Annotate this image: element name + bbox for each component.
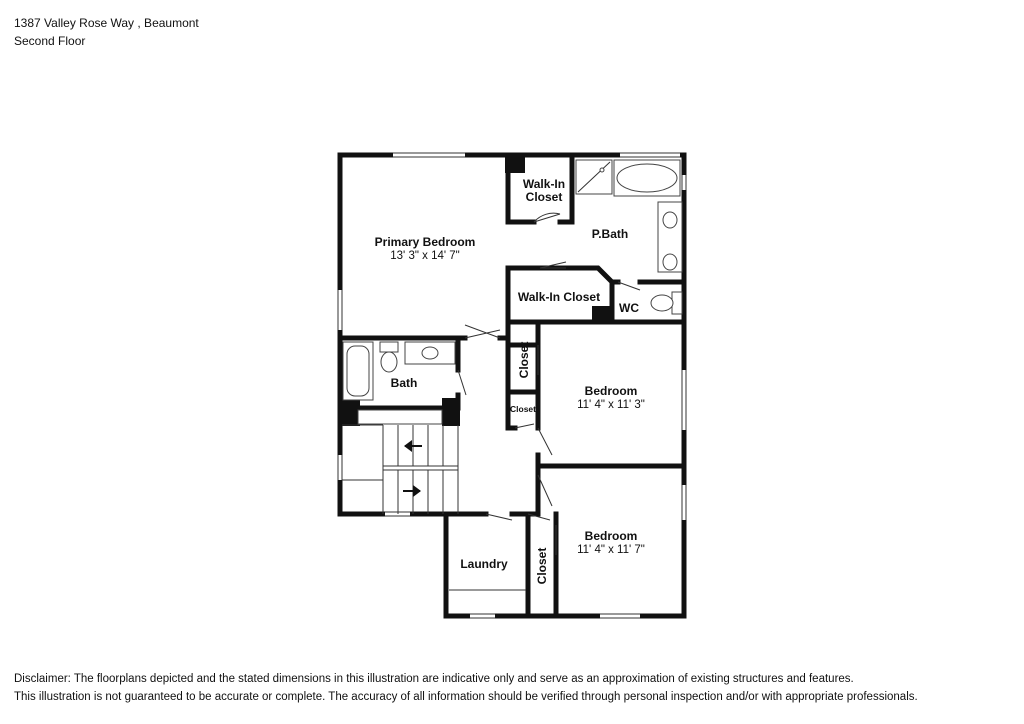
bedroom-1-dims: 11' 4" x 11' 3" <box>577 399 645 411</box>
bath-label: Bath <box>390 376 418 390</box>
laundry-label: Laundry <box>460 557 508 571</box>
stair-arrow-right-icon <box>403 485 421 497</box>
toilet-icon <box>651 292 682 314</box>
walkin-closet-top-label-1: Walk-In <box>522 177 566 191</box>
bathtub-icon <box>614 160 680 196</box>
bath-tub-small-icon <box>343 342 373 400</box>
disclaimer-line-2: This illustration is not guaranteed to be accurate or complete. The accuracy of all information should be verified through personal inspection and/or with appropriate professionals. <box>14 691 918 703</box>
bedroom-2-label: Bedroom <box>584 529 638 543</box>
floor-label: Second Floor <box>14 34 86 48</box>
disclaimer-line-1: Disclaimer: The floorplans depicted and the stated dimensions in this illustration are indicative only and serve as an approximation of existing structures and features. <box>14 673 854 685</box>
bath-sink-icon <box>405 342 455 364</box>
wc-label: WC <box>619 301 639 315</box>
walkin-closet-mid-label: Walk-In Closet <box>517 290 601 304</box>
bedroom-2-dims: 11' 4" x 11' 7" <box>577 544 645 556</box>
double-sink-icon <box>658 202 682 272</box>
shower-icon <box>576 160 612 194</box>
primary-bedroom-dims: 13' 3" x 14' 7" <box>390 250 460 262</box>
primary-bedroom-label: Primary Bedroom <box>374 235 476 249</box>
pbath-label: P.Bath <box>591 227 629 241</box>
bath-toilet-icon <box>380 342 398 372</box>
closet-small-label: Closet <box>510 404 536 414</box>
closet-bottom-label: Closet <box>535 547 549 585</box>
closet-vertical-label: Closet <box>517 341 531 379</box>
walkin-closet-top-label-2: Closet <box>525 190 563 204</box>
address-text: 1387 Valley Rose Way , Beaumont <box>14 16 199 30</box>
bedroom-1-label: Bedroom <box>584 384 638 398</box>
